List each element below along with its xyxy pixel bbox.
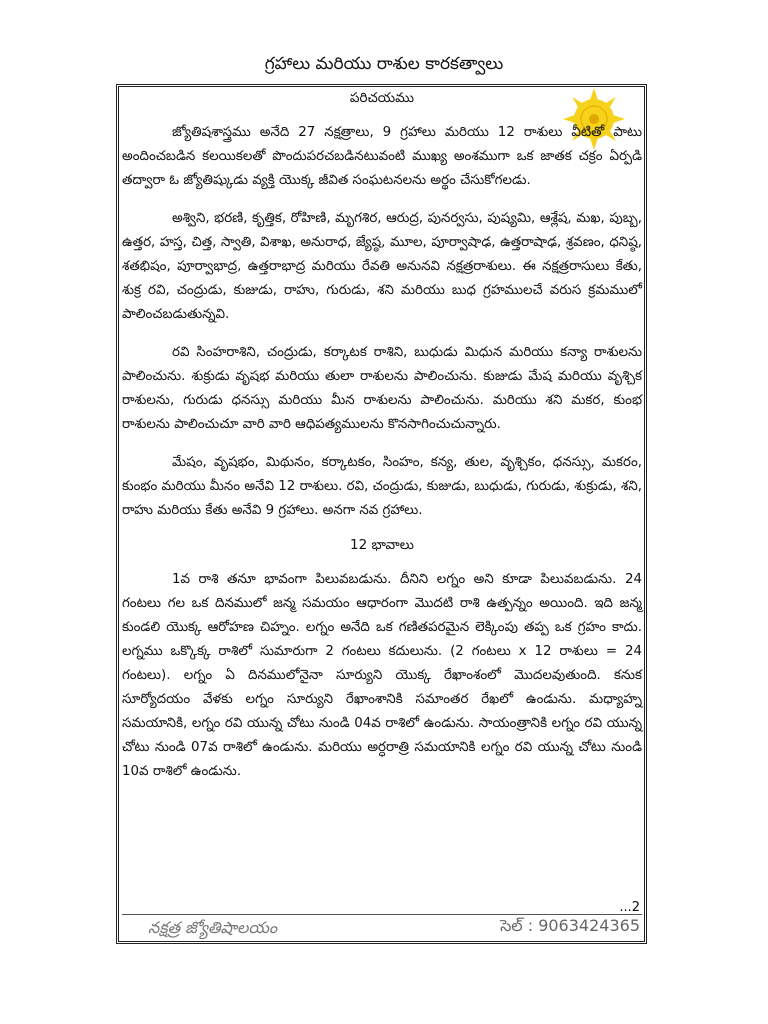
page-number: ...2	[619, 900, 640, 915]
intro-heading: పరిచయము	[349, 90, 415, 106]
rasi-planets-paragraph: మేషం, వృషభం, మిథునం, కర్కాటకం, సింహం, కన్య, తుల, వృశ్చికం, ధనస్సు, మకరం, కుంభం మరియు మీనం అనేవి 12 రాశులు. రవి, చంద్రుడు, కుజుడు, బుధుడు, గురుడు, శుక్రుడు, శని, రాహు మరియు కేతు అనేవి 9 గ్రహాలు. అనగా నవ గ్రహాలు.	[122, 455, 642, 518]
section-heading: 12 భావాలు	[350, 537, 414, 553]
bhava-paragraph: 1వ రాశి తనూ భావంగా పిలువబడును. దీనిని లగ్నం అని కూడా పిలువబడును. 24 గంటలు గల ఒక దినములో జన్మ సమయం ఆధారంగా మొదటి రాశి ఉత్పన్నం అయింది. ఇది జన్మ కుండలి యొక్క ఆరోహణ చిహ్నం. లగ్నం అనేది ఒక గణితపరమైన లెక్కింపు తప్ప ఒక గ్రహం కాదు. లగ్నము ఒక్కొక్క రాశిలో సుమారుగా 2 గంటలు కదులును. (2 గంటలు x 12 రాశులు = 24 గంటలు). లగ్నం ఏ దినములోనైనా సూర్యుని యొక్క రేఖాంశంలో మొదలవుతుంది. కనుక సూర్యోదయం వేళకు లగ్నం సూర్యుని రేఖాంశానికి సమాంతర రేఖలో ఉండును. మధ్యాహ్న సమయానికి, లగ్నం రవి యున్న చోటు నుండి 04వ రాశిలో ఉండును. సాయంత్రానికి లగ్నం రవి యున్న చోటు నుండి 07వ రాశిలో ఉండును. మరియు అర్ధరాత్రి సమయానికి లగ్నం రవి యున్న చోటు నుండి 10వ రాశిలో ఉండును.	[122, 572, 642, 779]
rulership-paragraph: రవి సింహరాశిని, చంద్రుడు, కర్కాటక రాశిని, బుధుడు మిధున మరియు కన్యా రాశులను పాలించును. శుక్రుడు వృషభ మరియు తులా రాశులను పాలించును. కుజుడు మేష మరియు వృశ్చిక రాశులను, గురుడు ధనస్సు మరియు మీన రాశులను పాలించును. మరియు శని మకర, కుంభ రాశులను పాలించుచూ వారి వారి ఆధిపత్యములను కొనసాగించుచున్నారు.	[122, 345, 642, 432]
footer-brand: నక్షత్ర జ్యోతిషాలయం	[148, 918, 278, 937]
page-title: గ్రహాలు మరియు రాశుల కారకత్వాలు	[264, 54, 504, 74]
intro-paragraph: జ్యోతిషశాస్త్రము అనేది 27 నక్షత్రాలు, 9 గ్రహాలు మరియు 12 రాశులు వీటితో పాటు అందించబడిన కలయికలతో పొందుపరచబడినటువంటి ముఖ్య అంశముగా ఒక జాతక చక్రం ఏర్పడి తద్వారా ఓ జ్యోతిష్కుడు వ్యక్తి యొక్క జీవిత సంఘటనలను అర్థం చేసుకోగలడు.	[122, 125, 642, 188]
nakshatra-paragraph: అశ్విని, భరణి, కృత్తిక, రోహిణి, మృగశిర, ఆరుద్ర, పునర్వసు, పుష్యమి, ఆశ్లేష, మఖ, పుబ్బ, ఉత్తర, హస్త, చిత్త, స్వాతి, విశాఖ, అనురాధ, జ్యేష్ఠ, మూల, పూర్వాషాఢ, ఉత్తరాషాఢ, శ్రవణం, ధనిష్ఠ, శతభిషం, పూర్వాభాద్ర, ఉత్తరాభాద్ర మరియు రేవతి అనునవి నక్షత్రరాశులు. ఈ నక్షత్రరాసులు కేతు, శుక్ర రవి, చంద్రుడు, కుజుడు, రాహు, గురుడు, శని మరియు బుధ గ్రహములచే వరుస క్రమములో పాలించబడుతున్నవి.	[122, 211, 642, 322]
footer-divider	[122, 914, 642, 915]
footer-phone: సెల్ : 9063424365	[500, 916, 640, 935]
document-body	[122, 86, 642, 798]
